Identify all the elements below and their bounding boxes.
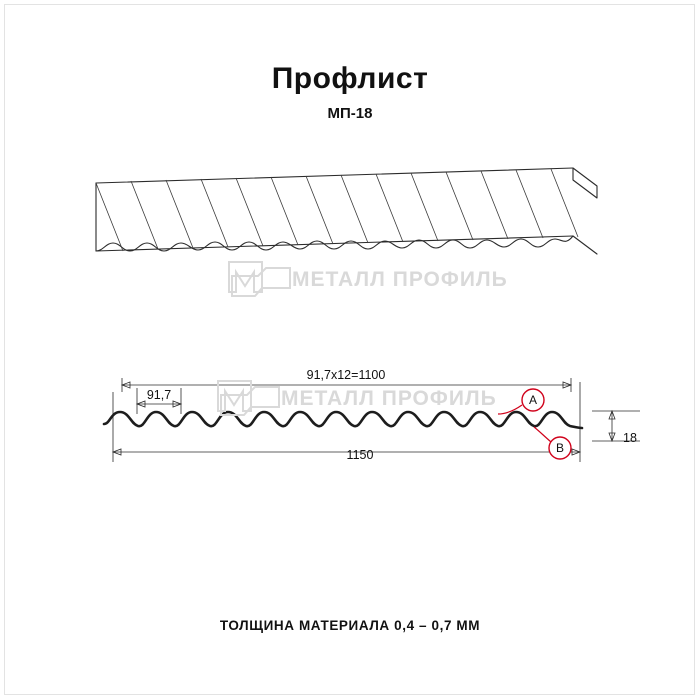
dim-label-total-width: 1150 [346,448,374,462]
svg-text:МЕТАЛЛ ПРОФИЛЬ: МЕТАЛЛ ПРОФИЛЬ [281,387,497,410]
callout-a-label: A [528,393,538,407]
watermark-lower [218,381,497,415]
product-code: МП-18 [327,105,373,122]
page-title: Профлист [271,62,429,95]
dim-label-working-width: 91,7х12=1100 [306,368,386,382]
watermark-upper [229,262,508,296]
svg-text:МЕТАЛЛ ПРОФИЛЬ: МЕТАЛЛ ПРОФИЛЬ [292,268,508,291]
dim-label-rib-pitch: 91,7 [146,388,172,402]
callout-b-label: B [555,441,565,455]
material-thickness-note: ТОЛЩИНА МАТЕРИАЛА 0,4 – 0,7 ММ [219,618,481,633]
sheet-3d-view [96,168,597,254]
dim-label-rib-height: 18 [623,431,637,445]
callout-b-group [534,427,571,459]
callout-a-group [498,389,544,414]
